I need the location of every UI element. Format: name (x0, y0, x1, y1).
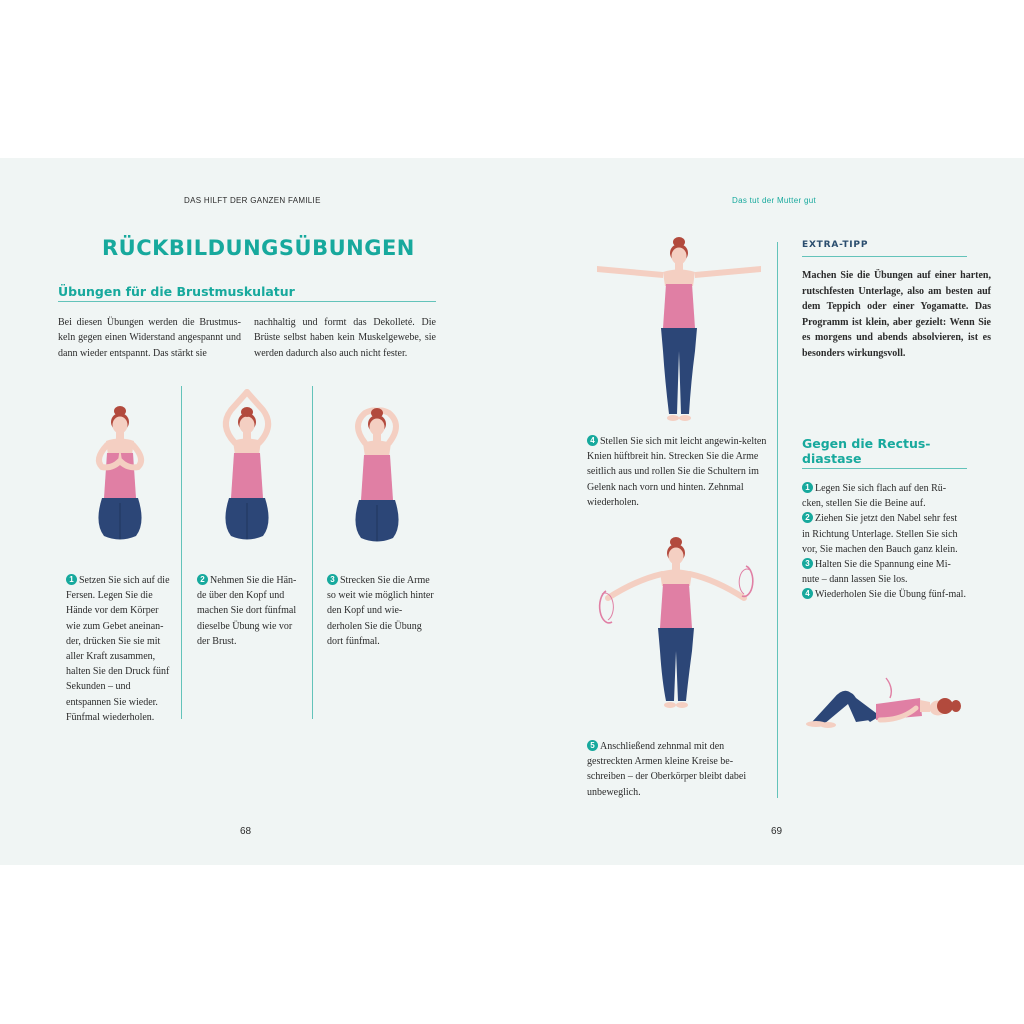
figure-standing-arm-circles (596, 536, 761, 728)
page-number-left: 68 (240, 826, 252, 837)
figure-standing-arms-sideways (593, 236, 765, 428)
step-number-badge: 1 (66, 574, 77, 585)
section-subtitle: Übungen für die Brustmuskulatur (58, 284, 295, 299)
step-number-badge: 2 (197, 574, 208, 585)
running-head-right: Das tut der Mutter gut (732, 196, 816, 205)
step-number-badge: 5 (587, 740, 598, 751)
figure-lying-knees-bent (804, 668, 964, 730)
step-3-left (327, 573, 437, 649)
running-head-left: DAS HILFT DER GANZEN FAMILIE (184, 196, 321, 205)
subtitle-rule (58, 301, 436, 302)
step-number-badge: 3 (802, 558, 813, 569)
step-text: Anschließend zehnmal mit den gestreckten Armen kleine Kreise be-schreiben – der Oberkörper bleibt dabei unbeweglich. (587, 741, 747, 798)
intro-col-2: nachhaltig und formt das Dekolleté. Die Brüste selbst haben kein Muskelgewebe, sie werden dadurch also auch nicht fester. (254, 317, 436, 359)
step-2-left (197, 573, 305, 649)
rectus-step-3 (802, 557, 967, 587)
step-number-badge: 3 (327, 574, 338, 585)
step-text: Setzen Sie sich auf die Fersen. Legen Sie die Hände vor dem Körper wie zum Gebet aneinan-der, drücken Sie sie mit aller Kraft zusammen, halten Sie den Druck fünf Sekunden – und entspannen Sie wieder. Fünfmal wiederholen. (66, 575, 170, 723)
step-text: Stellen Sie sich mit leicht angewin-kelten Knien hüftbreit hin. Strecken Sie die Arme seitlich aus und rollen Sie die Schultern im Gelenk nach vorn und hinten. Zehnmal wiederholen. (587, 436, 767, 508)
step-4-right (587, 434, 769, 510)
step-number-badge: 4 (802, 588, 813, 599)
figure-kneeling-prayer-chest (80, 403, 160, 543)
rectus-step-1 (802, 481, 967, 511)
sidebar-divider (777, 242, 778, 798)
step-1-left (66, 573, 174, 725)
step-text: Nehmen Sie die Hän-de über den Kopf und machen Sie dort fünfmal dieselbe Übung wie vor der Brust. (197, 575, 297, 647)
step-text: Wiederholen Sie die Übung fünf-mal. (815, 589, 966, 601)
figure-kneeling-hands-overhead (207, 388, 287, 543)
rectus-heading-line-1: Gegen die Rectus- (802, 436, 931, 451)
step-number-badge: 2 (802, 512, 813, 523)
step-5-right (587, 739, 769, 800)
extra-tip-rule (802, 256, 967, 257)
step-text: Legen Sie sich flach auf den Rü-cken, stellen Sie die Beine auf. (802, 483, 947, 510)
book-spread (0, 158, 1024, 865)
page-title: RÜCKBILDUNGSÜBUNGEN (102, 236, 415, 260)
step-number-badge: 1 (802, 482, 813, 493)
page-number-right: 69 (771, 826, 783, 837)
rectus-heading (802, 436, 931, 466)
extra-tip-heading: EXTRA-TIPP (802, 240, 869, 250)
step-text: Strecken Sie die Arme so weit wie möglich hinter den Kopf und wie-derholen Sie die Übung dort fünfmal. (327, 575, 434, 647)
column-divider-1 (181, 386, 182, 719)
figure-kneeling-arms-behind-head (337, 403, 417, 543)
column-divider-2 (312, 386, 313, 719)
rectus-step-4 (802, 587, 967, 602)
rectus-heading-line-2: diastase (802, 451, 862, 466)
extra-tip-text: Machen Sie die Übungen auf einer harten, rutschfesten Unterlage, also am besten auf dem Teppich oder einer Yogamatte. Das Programm ist klein, aber gezielt: Wenn Sie es morgens und abends absolvieren, ist es besonders wirkungsvoll. (802, 270, 991, 359)
step-text: Ziehen Sie jetzt den Nabel sehr fest in Richtung Unterlage. Stellen Sie sich vor, Sie machen den Bauch ganz klein. (802, 513, 958, 555)
intro-col-1: Bei diesen Übungen werden die Brustmus-keln gegen einen Widerstand angespannt und dann wieder entspannt. Das stärkt sie (58, 317, 241, 359)
rectus-steps (802, 481, 967, 603)
step-number-badge: 4 (587, 435, 598, 446)
rectus-step-2 (802, 511, 967, 557)
rectus-rule (802, 468, 967, 469)
step-text: Halten Sie die Spannung eine Mi-nute – dann lassen Sie los. (802, 559, 951, 586)
